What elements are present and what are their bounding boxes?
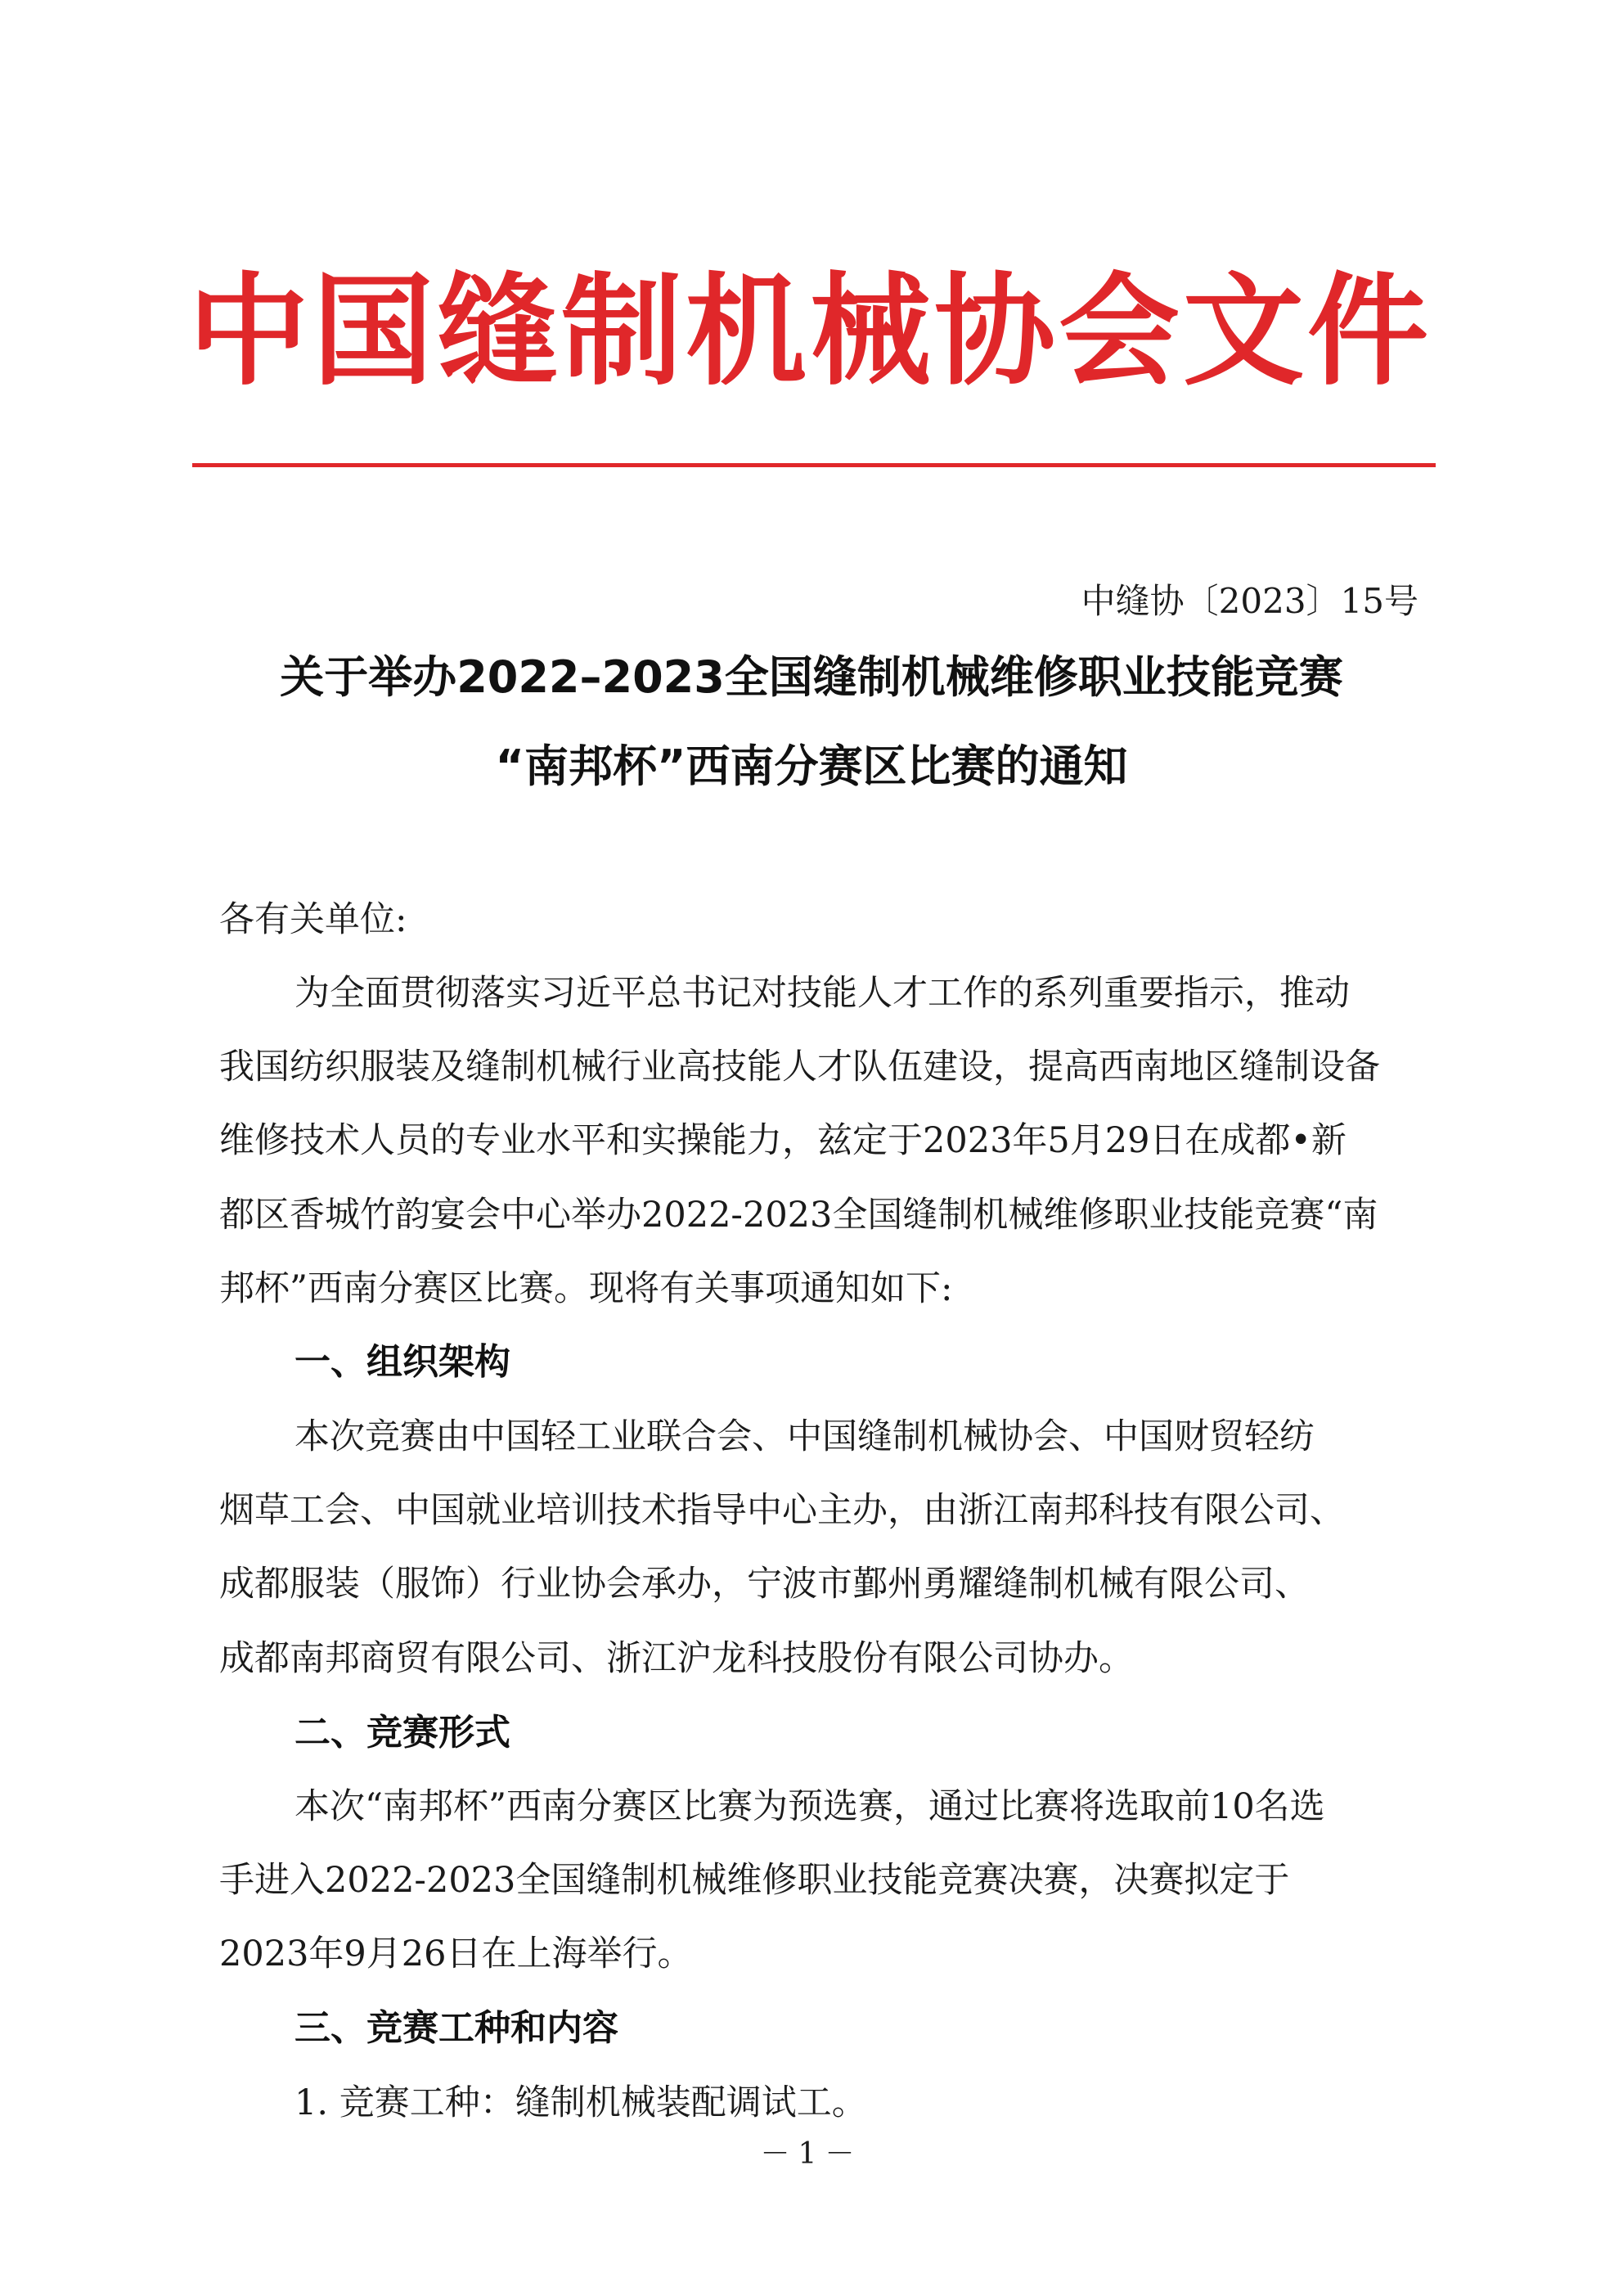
intro-line: 我国纺织服装及缝制机械行业高技能人才队伍建设，提高西南地区缝制设备 [219, 1047, 1380, 1087]
section-line: 烟草工会、中国就业培训技术指导中心主办，由浙江南邦科技有限公司、 [219, 1490, 1345, 1531]
salutation: 各有关单位: [219, 899, 407, 940]
document-title-line-2: “南邦杯”西南分赛区比赛的通知 [495, 741, 1128, 792]
document-header-title: 中国缝制机械协会文件 [188, 261, 1432, 402]
section-line: 成都南邦商贸有限公司、浙江沪龙科技股份有限公司协办。 [219, 1638, 1134, 1679]
section-line: 2023年9月26日在上海举行。 [219, 1934, 693, 1974]
section-line: 成都服装（服饰）行业协会承办，宁波市鄞州勇耀缝制机械有限公司、 [219, 1564, 1310, 1605]
intro-line: 维修技术人员的专业水平和实操能力，兹定于2023年5月29日在成都•新 [219, 1120, 1347, 1161]
section-line: 本次“南邦杯”西南分赛区比赛为预选赛，通过比赛将选取前10名选 [294, 1786, 1325, 1827]
section-line: 手进入2022-2023全国缝制机械维修职业技能竞赛决赛，决赛拟定于 [219, 1860, 1290, 1901]
document-number: 中缝协〔2023〕15号 [1081, 581, 1418, 621]
section-heading: 三、竞赛工种和内容 [294, 2007, 618, 2049]
intro-line: 为全面贯彻落实习近平总书记对技能人才工作的系列重要指示，推动 [294, 973, 1350, 1014]
intro-line: 都区香城竹韵宴会中心举办2022-2023全国缝制机械维修职业技能竞赛“南 [219, 1195, 1378, 1236]
header-divider [192, 463, 1436, 467]
section-line: 1. 竞赛工种：缝制机械装配调试工。 [294, 2082, 867, 2123]
document-title-line-1: 关于举办2022–2023全国缝制机械维修职业技能竞赛 [280, 651, 1343, 703]
section-line: 本次竞赛由中国轻工业联合会、中国缝制机械协会、中国财贸轻纺 [294, 1416, 1315, 1457]
intro-line: 邦杯”西南分赛区比赛。现将有关事项通知如下: [219, 1268, 953, 1309]
section-heading: 二、竞赛形式 [294, 1712, 510, 1754]
section-heading: 一、组织架构 [294, 1341, 510, 1383]
page-number: －1－ [760, 2137, 863, 2171]
